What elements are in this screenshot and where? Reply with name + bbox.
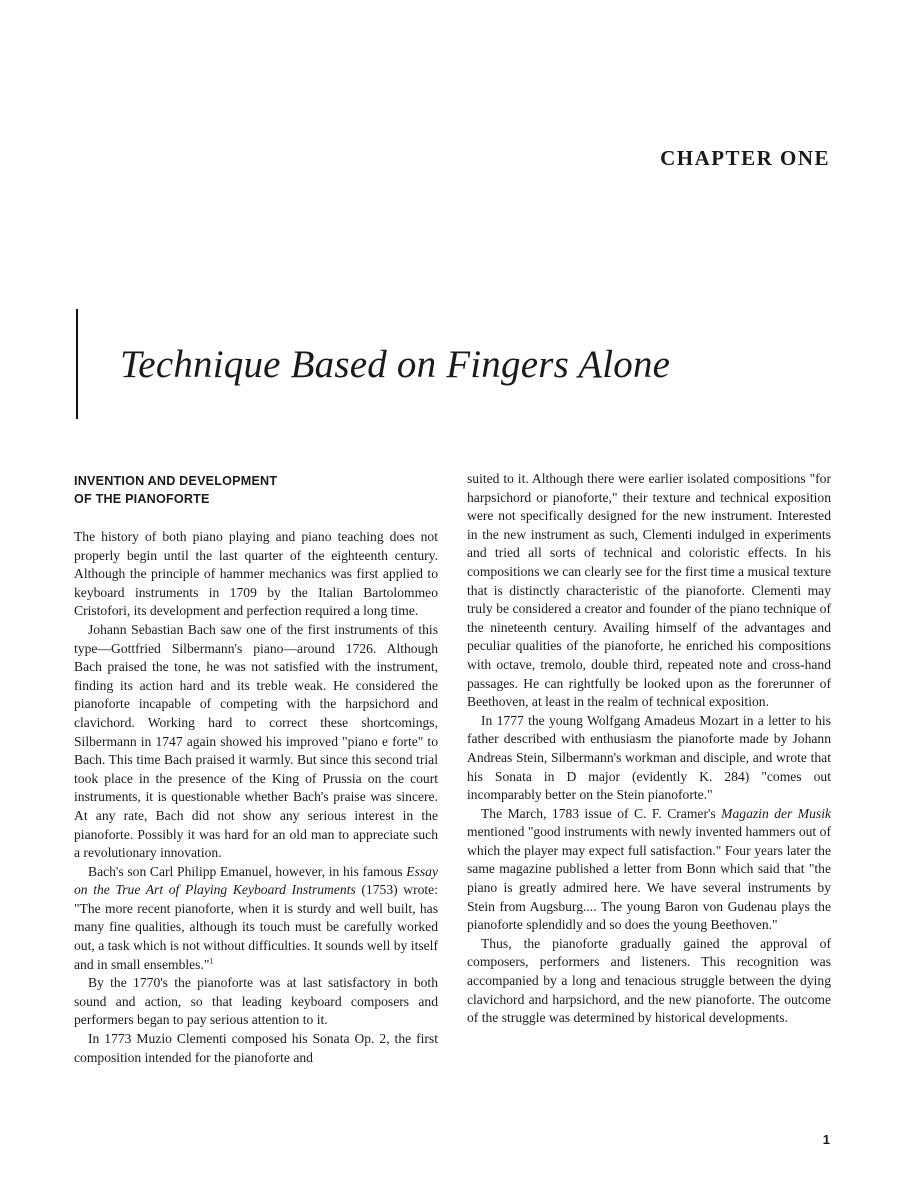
text-span: The March, 1783 issue of C. F. Cramer's — [481, 805, 722, 821]
chapter-title: Technique Based on Fingers Alone — [120, 343, 671, 386]
magazine-title: Magazin der Musik — [721, 805, 831, 821]
section-heading-line2: OF THE PIANOFORTE — [74, 492, 210, 506]
book-title: Essay on the True Art of Playing Keyboard Instruments — [74, 863, 438, 898]
paragraph: The history of both piano playing and piano teaching does not properly begin until the last quarter of the eighteenth century. Although the principle of hammer mechanics was first applied to keyboard instruments in 1709 by the Italian Bartolommeo Cristofori, its development and perfection required a long time. — [74, 529, 438, 619]
section-heading — [74, 472, 438, 508]
right-column — [467, 470, 831, 1028]
paragraph: By the 1770's the pianoforte was at last satisfactory in both sound and action, so that leading keyboard composers and performers began to pay serious attention to it. — [74, 975, 438, 1028]
paragraph — [467, 805, 831, 935]
paragraph: Thus, the pianoforte gradually gained the approval of composers, performers and listeners. This recognition was accompanied by a long and tenacious struggle between the dying clavichord and harpsichord, and the new pianoforte. The outcome of the struggle was determined by historical developments. — [467, 935, 831, 1026]
paragraph: In 1777 the young Wolfgang Amadeus Mozart in a letter to his father described with enthusiasm the pianoforte made by Johann Andreas Stein, Silbermann's workman and disciple, and wrote that his Sonata in D major (evidently K. 284) "comes out incomparably better on the Stein pianoforte." — [467, 712, 831, 803]
paragraph — [74, 863, 438, 975]
footnote-marker: 1 — [209, 956, 214, 966]
title-rule — [76, 309, 78, 419]
paragraph: Johann Sebastian Bach saw one of the first instruments of this type—Gottfried Silbermann's piano—around 1726. Although Bach praised the tone, he was not satisfied with the instrument, finding its action hard and its treble weak. He considered the pianoforte incapable of competing with the harpsichord and clavichord. Working hard to correct these shortcomings, Silbermann in 1747 again showed his improved "piano e forte" to Bach. This time Bach praised it warmly. But since this second trial took place in the presence of the King of Prussia on the court instruments, it is questionable whether Bach's praise was sincere. At any rate, Bach did not show any serious interest in the pianoforte. Possibly it was hard for an old man to appreciate such a revolutionary innovation. — [74, 621, 438, 861]
section-heading-line1: INVENTION AND DEVELOPMENT — [74, 474, 278, 488]
chapter-label: CHAPTER ONE — [660, 146, 830, 170]
left-column — [74, 470, 438, 1067]
paragraph: In 1773 Muzio Clementi composed his Sonata Op. 2, the first composition intended for the pianoforte and — [74, 1031, 438, 1065]
paragraph: suited to it. Although there were earlier isolated compositions "for harpsichord or pianoforte," their texture and technical exposition were not specifically designed for the new instrument. Interested in the new instrument as such, Clementi indulged in experiments and tried all sorts of technical and coloristic effects. In his compositions we can clearly see for the first time a musical texture that is distinctly characteristic of the pianoforte. Clementi may truly be considered a creator and founder of the piano technique of the nineteenth century. Availing himself of the advantages and peculiar qualities of the pianoforte, he enriched his compositions with octave, tremolo, double third, repeated note and cross-hand passages. He can rightfully be looked upon as the forerunner of Beethoven, at least in the realm of technical exposition. — [467, 471, 831, 710]
text-span: (1753) wrote: "The more recent pianoforte, when it is sturdy and well built, has many fine qualities, although its touch must be carefully worked out, a task which is not without difficulties. It sounds well by itself and in small ensembles." — [74, 882, 438, 972]
text-span: mentioned "good instruments with newly invented hammers out of which the player may expect full satisfaction." Four years later the same magazine published a letter from Bonn which said that "the piano is greatly admired here. We have several instruments by Stein from Augsburg.... The young Baron von Gudenau plays the pianoforte splendidly and so does the young Beethoven." — [467, 824, 831, 933]
page-number: 1 — [822, 1132, 830, 1147]
text-span: Bach's son Carl Philipp Emanuel, however, in his famous — [88, 863, 407, 879]
